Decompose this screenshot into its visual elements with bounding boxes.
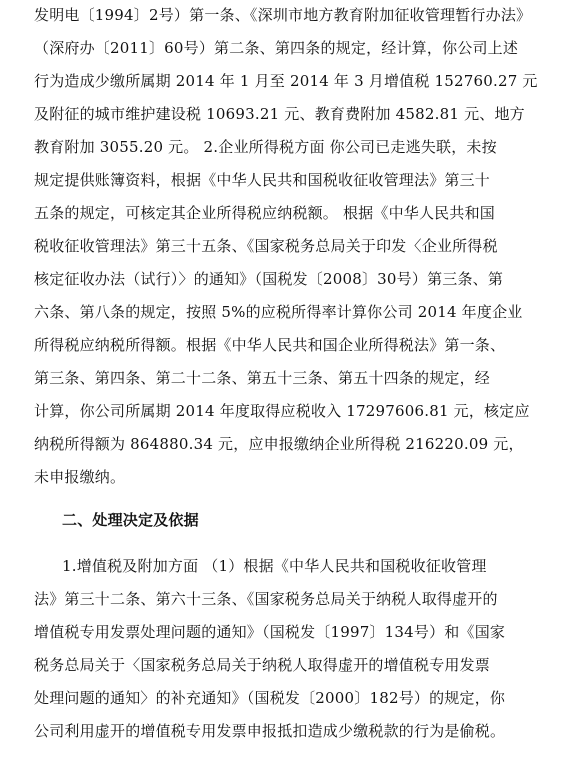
text-line: 处理问题的通知〉的补充通知》（国税发〔2000〕182号）的规定，你: [34, 689, 506, 707]
text-line: 五条的规定，可核定其企业所得税应纳税额。 根据《中华人民共和国: [34, 204, 495, 222]
text-line: （深府办〔2011〕60号）第二条、第四条的规定，经计算，你公司上述: [34, 39, 519, 57]
text-line: 增值税专用发票处理问题的通知》（国税发〔1997〕134号）和《国家: [34, 623, 506, 641]
text-line: 1.增值税及附加方面 （1）根据《中华人民共和国税收征收管理: [62, 557, 487, 575]
text-line: 税收征收管理法》第三十五条、《国家税务总局关于印发〈企业所得税: [34, 237, 498, 255]
text-line: 规定提供账簿资料，根据《中华人民共和国税收征收管理法》第三十: [34, 171, 491, 189]
text-line: 行为造成少缴所属期 2014 年 1 月至 2014 年 3 月增值税 152760.27 元: [34, 72, 538, 90]
text-line: 发明电〔1994〕2号）第一条、《深圳市地方教育附加征收管理暂行办法》: [34, 6, 532, 24]
section-heading: 二、处理决定及依据: [62, 511, 199, 529]
text-line: 教育附加 3055.20 元。 2.企业所得税方面 你公司已走逃失联，未按: [34, 138, 497, 156]
text-line: 计算，你公司所属期 2014 年度取得应税收入 17297606.81 元，核定应: [34, 402, 530, 420]
text-line: 未申报缴纳。: [34, 468, 126, 486]
text-line: 六条、第八条的规定，按照 5%的应税所得率计算你公司 2014 年度企业: [34, 303, 523, 321]
text-line: 所得税应纳税所得额。根据《中华人民共和国企业所得税法》第一条、: [34, 336, 506, 354]
text-line: 及附征的城市维护建设税 10693.21 元、教育费附加 4582.81 元、地方: [34, 105, 525, 123]
text-line: 第三条、第四条、第二十二条、第五十三条、第五十四条的规定，经: [34, 369, 491, 387]
text-line: 税务总局关于〈国家税务总局关于纳税人取得虚开的增值税专用发票: [34, 656, 491, 674]
text-line: 纳税所得额为 864880.34 元，应申报缴纳企业所得税 216220.09 元，: [34, 435, 524, 453]
text-line: 法》第三十二条、第六十三条、《国家税务总局关于纳税人取得虚开的: [34, 590, 498, 608]
text-line: 核定征收办法（试行）〉的通知》（国税发〔2008〕30号）第三条、第: [34, 270, 504, 288]
text-line: 公司利用虚开的增值税专用发票申报抵扣造成少缴税款的行为是偷税。: [34, 722, 506, 740]
